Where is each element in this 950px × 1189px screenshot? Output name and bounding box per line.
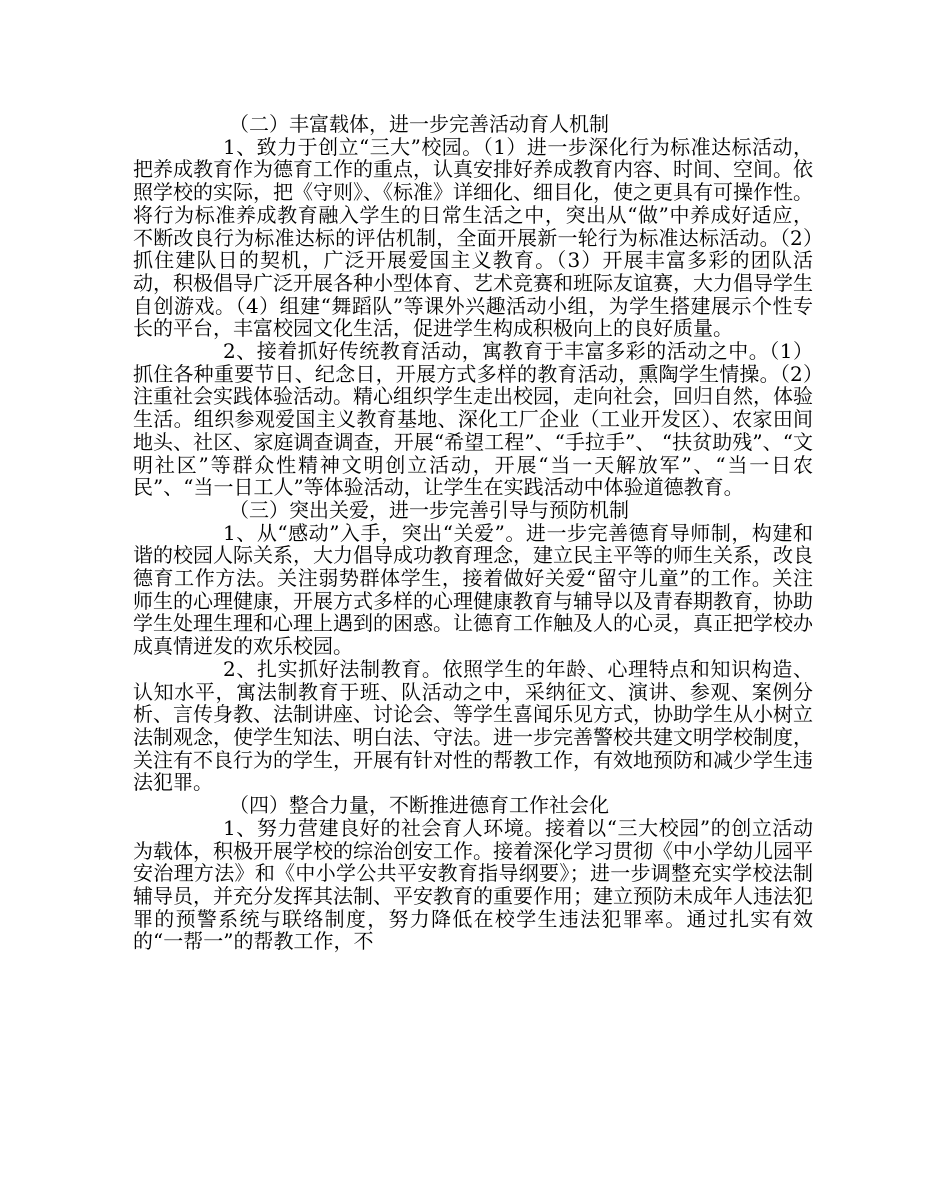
section-heading-4: （四）整合力量，不断推进德育工作社会化 (229, 793, 609, 818)
paragraph-legal-education: 2、扎实抓好法制教育。依照学生的年龄、心理特点和知识构造、认知水平，寓法制教育于班、队活动之中，采纳征文、演讲、参观、案例分析、言传身教、法制讲座、讨论会、等学生喜闻乐见方式，协助学生从小树立法制观念，使学生知法、明白法、守法。进一步完善警校共建文明学校制度，关注有不良行为的学生，开展有针对性的帮教工作，有效地预防和减少学生违法犯罪。 (133, 656, 813, 795)
paragraph-care: 1、从“感动”入手，突出“关爱”。进一步完善德育导师制，构建和谐的校园人际关系，大力倡导成功教育理念，建立民主平等的师生关系，改良德育工作方法。关注弱势群体学生，接着做好关爱“留守儿童”的工作。关注师生的心理健康，开展方式多样的心理健康教育与辅导以及青春期教育，协助学生处理生理和心理上遇到的困惑。让德育工作触及人的心灵，真正把学校办成真情迸发的欢乐校园。 (133, 520, 813, 659)
paragraph-traditional-education: 2、接着抓好传统教育活动，寓教育于丰富多彩的活动之中。（1）抓住各种重要节日、纪念日，开展方式多样的教育活动，熏陶学生情操。（2）注重社会实践体验活动。精心组织学生走出校园，走向社会，回归自然，体验生活。组织参观爱国主义教育基地、深化工厂企业（工业开发区）、农家田间地头、社区、家庭调查调查，开展“希望工程”、“手拉手”、 “扶贫助残”、“文明社区”等群众性精神文明创立活动，开展“当一天解放军”、“当一日农民”、“当一日工人”等体验活动，让学生在实践活动中体验道德教育。 (133, 339, 813, 500)
section-heading-3: （三）突出关爱，进一步完善引导与预防机制 (229, 497, 629, 522)
paragraph-social-environment: 1、努力营建良好的社会育人环境。接着以“三大校园”的创立活动为载体，积极开展学校的综治创安工作。接着深化学习贯彻《中小学幼儿园平安治理方法》和《中小学公共平安教育指导纲要》；进一步调整充实学校法制辅导员，并充分发挥其法制、平安教育的重要作用；建立预防未成年人违法犯罪的预警系统与联络制度，努力降低在校学生违法犯罪率。通过扎实有效的“一帮一”的帮教工作，不 (133, 815, 813, 954)
document-page (133, 113, 813, 953)
section-heading-2: （二）丰富载体，进一步完善活动育人机制 (229, 112, 609, 136)
paragraph-campus-activities: 1、致力于创立“三大”校园。（1）进一步深化行为标准达标活动，把养成教育作为德育工作的重点，认真安排好养成教育内容、时间、空间。依照学校的实际，把《守则》、《标准》详细化、细目化，使之更具有可操作性。将行为标准养成教育融入学生的日常生活之中，突出从“做”中养成好适应，不断改良行为标准达标的评估机制，全面开展新一轮行为标准达标活动。（2）抓住建队日的契机，广泛开展爱国主义教育。（3）开展丰富多彩的团队活动，积极倡导广泛开展各种小型体育、艺术竞赛和班际友谊赛，大力倡导学生自创游戏。（4）组建“舞蹈队”等课外兴趣活动小组，为学生搭建展示个性专长的平台，丰富校园文化生活，促进学生构成积极向上的良好质量。 (133, 134, 813, 341)
